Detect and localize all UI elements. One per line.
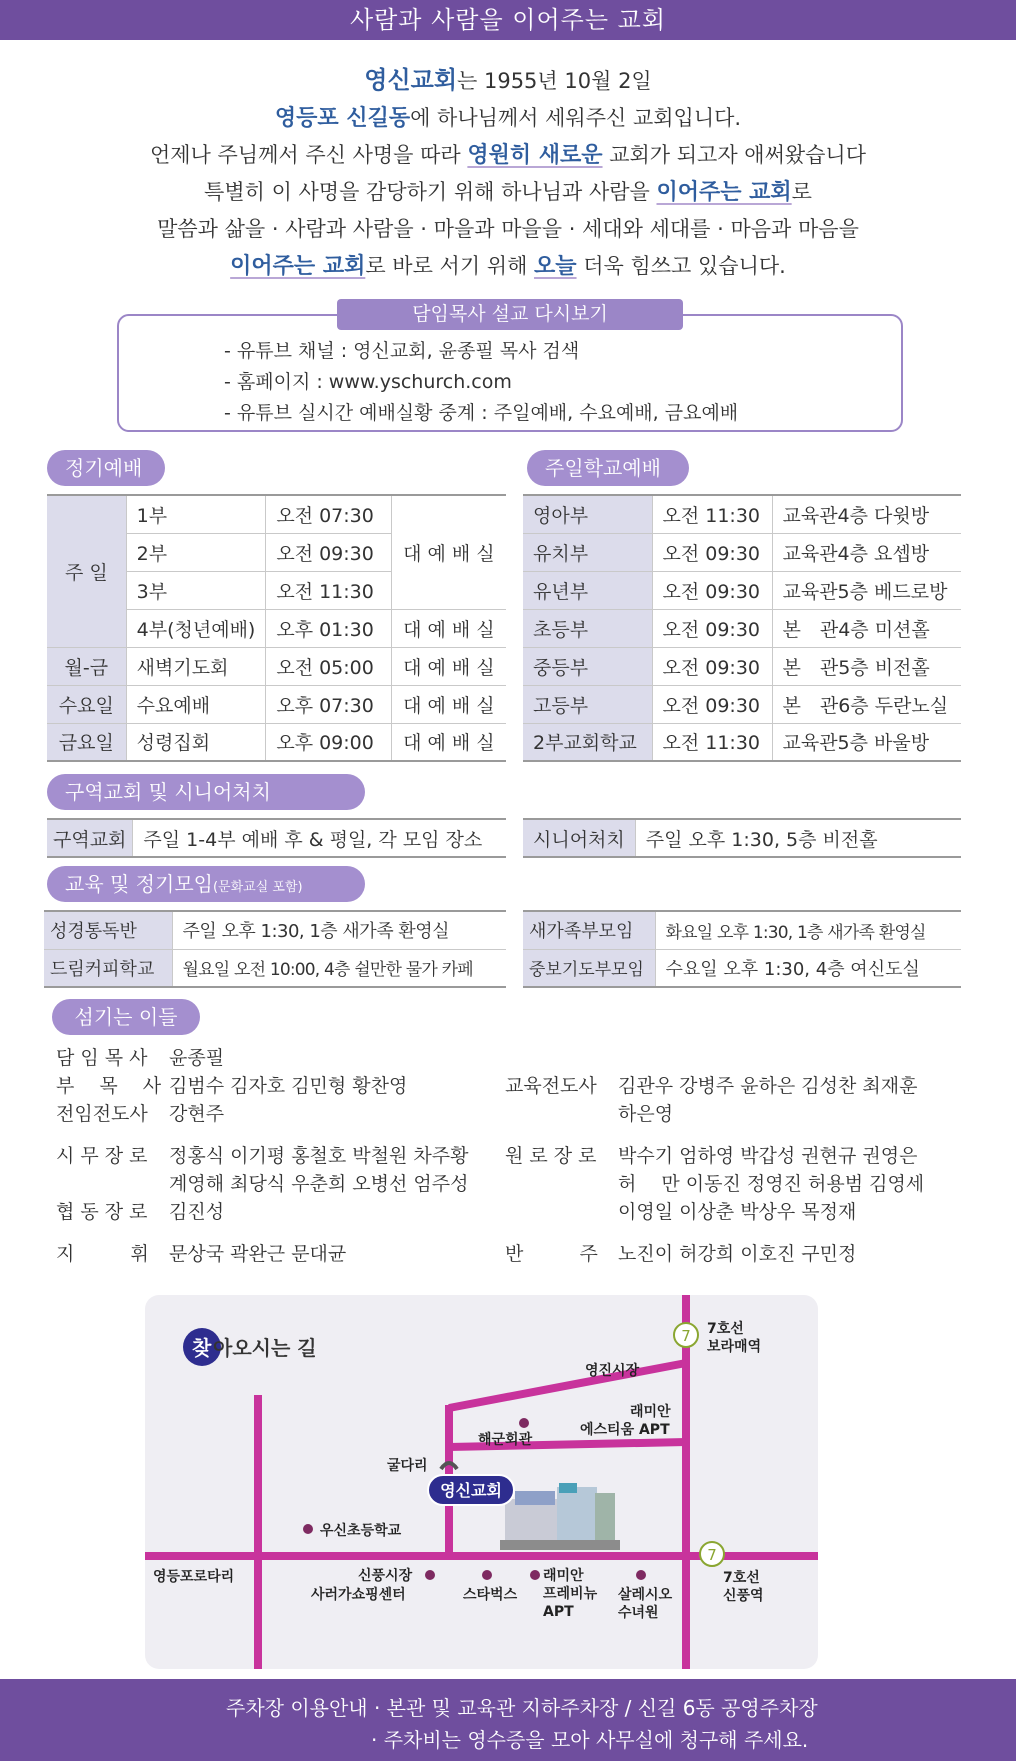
education-table-right bbox=[523, 910, 961, 988]
education-title bbox=[47, 866, 365, 902]
district-title: 구역교회 및 시니어처치 bbox=[47, 774, 365, 810]
parking-info bbox=[0, 1679, 1016, 1761]
education-label: 드림커피학교 bbox=[44, 949, 172, 987]
upper-road bbox=[449, 1363, 686, 1408]
staff-names: 김범수 김자호 김민형 황찬영 bbox=[169, 1075, 408, 1097]
intro-line-6d: 더욱 힘쓰고 있습니다. bbox=[576, 254, 786, 278]
service-place: 대 예 배 실 bbox=[391, 495, 506, 609]
dept-name: 고등부 bbox=[523, 685, 652, 723]
dept-place: 본 관4층 미션홀 bbox=[772, 609, 961, 647]
service-name: 새벽기도회 bbox=[126, 647, 266, 685]
education-value: 수요일 오후 1:30, 4층 여신도실 bbox=[655, 949, 961, 987]
staff-names: 김관우 강병주 윤하은 김성찬 최재훈 bbox=[618, 1075, 918, 1097]
top-banner: 사람과 사람을 이어주는 교회 bbox=[0, 0, 1016, 40]
staff-role: 반 주 bbox=[505, 1243, 598, 1265]
church-marker-label: 영신교회 bbox=[440, 1481, 502, 1500]
education-table-left bbox=[44, 910, 506, 988]
dept-name: 2부교회학교 bbox=[523, 723, 652, 761]
service-name: 4부(청년예배) bbox=[126, 609, 266, 647]
staff-role: 협 동 장 로 bbox=[56, 1201, 148, 1223]
sunday-label: 주 일 bbox=[47, 495, 126, 647]
intro-line-4a: 특별히 이 사명을 감당하기 위해 하나님과 사람을 bbox=[204, 180, 657, 204]
line7-label: 7 bbox=[707, 1546, 717, 1564]
staff-names: 김진성 bbox=[169, 1201, 225, 1223]
service-name: 3부 bbox=[126, 571, 266, 609]
staff-names: 윤종필 bbox=[169, 1047, 225, 1069]
church-building-icon bbox=[500, 1483, 620, 1550]
intro-line-5: 말씀과 삶을 · 사람과 사람을 · 마을과 마을을 · 세대와 세대를 · 마음과 마음을 bbox=[157, 217, 859, 241]
connecting-church-highlight-2: 이어주는 교회 bbox=[230, 254, 366, 279]
starbucks-label: 스타벅스 bbox=[463, 1587, 518, 1603]
raemian-estium-label-2: 에스티움 APT bbox=[580, 1422, 670, 1438]
service-name: 2부 bbox=[126, 533, 266, 571]
staff-names: 허 만 이동진 정영진 허용범 김영세 bbox=[618, 1173, 925, 1195]
intro-line-3a: 언제나 주님께서 주신 사명을 따라 bbox=[149, 143, 468, 167]
directions-map bbox=[145, 1295, 818, 1669]
youtube-channel-line: - 유튜브 채널 : 영신교회, 윤종필 목사 검색 bbox=[224, 340, 580, 362]
forever-new-highlight: 영원히 새로운 bbox=[467, 143, 603, 168]
dept-place: 교육관5층 베드로방 bbox=[772, 571, 961, 609]
raemian-prevenue-label-3: APT bbox=[543, 1604, 574, 1620]
location-highlight: 영등포 신길동 bbox=[274, 106, 411, 131]
salesio-label-1: 살레시오 bbox=[618, 1587, 673, 1603]
staff-names: 정홍식 이기평 홍철호 박철원 차주황 bbox=[169, 1145, 469, 1167]
service-place: 대 예 배 실 bbox=[391, 609, 506, 647]
sermon-info bbox=[224, 336, 738, 429]
live-stream-line: - 유튜브 실시간 예배실황 중계 : 주일예배, 수요예배, 금요예배 bbox=[224, 402, 739, 424]
regular-worship-title: 정기예배 bbox=[47, 450, 165, 486]
staff-role: 담 임 목 사 bbox=[56, 1047, 148, 1069]
salesio-pin bbox=[636, 1570, 646, 1580]
education-title-text: 교육 및 정기모임 bbox=[65, 872, 213, 896]
underpass-label: 굴다리 bbox=[387, 1458, 428, 1474]
parking-line-2: · 주차비는 영수증을 모아 사무실에 청구해 주세요. bbox=[371, 1728, 809, 1752]
district-label: 구역교회 bbox=[47, 819, 133, 857]
service-place: 대 예 배 실 bbox=[391, 647, 506, 685]
dept-time: 오전 09:30 bbox=[652, 647, 772, 685]
service-day: 수요일 bbox=[47, 685, 126, 723]
raemian-prevenue-label-1: 래미안 bbox=[543, 1568, 584, 1584]
woosin-school-label: 우신초등학교 bbox=[320, 1523, 402, 1539]
staff-names: 강현주 bbox=[169, 1103, 225, 1125]
staff-role: 원 로 장 로 bbox=[505, 1145, 597, 1167]
dept-time: 오전 09:30 bbox=[652, 609, 772, 647]
yeongdeungpo-rotary-label: 영등포로타리 bbox=[153, 1569, 235, 1585]
dept-place: 본 관5층 비전홀 bbox=[772, 647, 961, 685]
staff-role: 시 무 장 로 bbox=[56, 1145, 148, 1167]
education-title-note: (문화교실 포함) bbox=[212, 880, 303, 895]
connecting-church-highlight: 이어주는 교회 bbox=[656, 180, 792, 205]
staff-names: 이영일 이상춘 박상우 목정재 bbox=[618, 1201, 857, 1223]
staff-left bbox=[56, 1044, 468, 1268]
servants-title: 섬기는 이들 bbox=[52, 999, 200, 1035]
staff-names: 박수기 엄하영 박갑성 권현규 권영은 bbox=[618, 1145, 918, 1167]
intro-line-6b: 로 바로 서기 위해 bbox=[365, 254, 535, 278]
map-title-first: 찾 bbox=[192, 1336, 212, 1360]
intro-line-3c: 교회가 되고자 애써왔습니다 bbox=[602, 143, 867, 167]
dept-place: 본 관6층 두란노실 bbox=[772, 685, 961, 723]
church-marker bbox=[428, 1475, 514, 1505]
homepage-line[interactable]: - 홈페이지 : www.yschurch.com bbox=[224, 371, 512, 393]
service-name: 성령집회 bbox=[126, 723, 266, 761]
dept-time: 오전 11:30 bbox=[652, 495, 772, 533]
raemian-estium-label-1: 래미안 bbox=[630, 1404, 671, 1420]
dept-time: 오전 09:30 bbox=[652, 533, 772, 571]
yeongjin-market-label: 영진시장 bbox=[585, 1363, 640, 1379]
dept-place: 교육관4층 다윗방 bbox=[772, 495, 961, 533]
service-time: 오후 09:00 bbox=[266, 723, 391, 761]
education-label: 중보기도부모임 bbox=[523, 949, 655, 987]
dept-name: 영아부 bbox=[523, 495, 652, 533]
school-pin bbox=[303, 1524, 313, 1534]
sermon-title: 담임목사 설교 다시보기 bbox=[337, 299, 683, 330]
service-time: 오전 07:30 bbox=[266, 495, 391, 533]
intro-line-1: 는 1955년 10월 2일 bbox=[457, 69, 652, 93]
navy-pin bbox=[519, 1418, 529, 1428]
service-time: 오전 05:00 bbox=[266, 647, 391, 685]
district-table bbox=[47, 818, 506, 858]
dept-name: 유치부 bbox=[523, 533, 652, 571]
dept-name: 유년부 bbox=[523, 571, 652, 609]
service-time: 오전 09:30 bbox=[266, 533, 391, 571]
church-name-highlight: 영신교회 bbox=[364, 66, 458, 94]
regular-worship-table bbox=[47, 494, 506, 762]
today-highlight: 오늘 bbox=[534, 254, 577, 279]
line7-badge-bottom bbox=[700, 1542, 724, 1566]
dept-name: 초등부 bbox=[523, 609, 652, 647]
staff-names: 문상국 곽완근 문대균 bbox=[169, 1243, 347, 1265]
intro-line-2: 에 하나님께서 세워주신 교회입니다. bbox=[410, 106, 742, 130]
senior-table bbox=[523, 818, 961, 858]
apt2-pin bbox=[530, 1570, 540, 1580]
staff-role: 지 휘 bbox=[56, 1243, 149, 1265]
dept-name: 중등부 bbox=[523, 647, 652, 685]
staff-names: 하은영 bbox=[618, 1103, 674, 1125]
sarega-shopping-label: 사러가쇼핑센터 bbox=[311, 1587, 406, 1603]
staff-role: 부 목 사 bbox=[56, 1075, 162, 1097]
station-sinpung-line: 7호선 bbox=[723, 1570, 760, 1586]
district-value: 주일 1-4부 예배 후 & 평일, 각 모임 장소 bbox=[133, 819, 506, 857]
station-boramae-line: 7호선 bbox=[707, 1321, 744, 1337]
sunday-school-title: 주일학교예배 bbox=[527, 450, 689, 486]
education-value: 화요일 오후 1:30, 1층 새가족 환영실 bbox=[655, 911, 961, 949]
station-boramae: 보라매역 bbox=[707, 1339, 762, 1355]
service-name: 수요예배 bbox=[126, 685, 266, 723]
dept-place: 교육관5층 바울방 bbox=[772, 723, 961, 761]
service-day: 금요일 bbox=[47, 723, 126, 761]
service-place: 대 예 배 실 bbox=[391, 685, 506, 723]
senior-label: 시니어처치 bbox=[523, 819, 635, 857]
intro-text bbox=[0, 62, 1016, 285]
staff-role: 전임전도사 bbox=[56, 1103, 148, 1125]
dept-time: 오전 11:30 bbox=[652, 723, 772, 761]
raemian-prevenue-label-2: 프레비뉴 bbox=[543, 1586, 598, 1602]
service-place: 대 예 배 실 bbox=[391, 723, 506, 761]
education-label: 새가족부모임 bbox=[523, 911, 655, 949]
starbucks-pin bbox=[482, 1570, 492, 1580]
dept-time: 오전 09:30 bbox=[652, 571, 772, 609]
parking-line-1: 주차장 이용안내 · 본관 및 교육관 지하주차장 / 신길 6동 공영주차장 bbox=[226, 1696, 818, 1720]
senior-value: 주일 오후 1:30, 5층 비전홀 bbox=[635, 819, 961, 857]
education-value: 월요일 오전 10:00, 4층 쉴만한 물가 카페 bbox=[172, 949, 506, 987]
station-sinpung: 신풍역 bbox=[723, 1588, 764, 1604]
service-time: 오후 01:30 bbox=[266, 609, 391, 647]
line7-badge-top bbox=[674, 1323, 698, 1347]
salesio-label-2: 수녀원 bbox=[618, 1605, 659, 1621]
dept-place: 교육관4층 요셉방 bbox=[772, 533, 961, 571]
staff-role: 교육전도사 bbox=[505, 1075, 597, 1097]
sinpung-market-label: 신풍시장 bbox=[358, 1568, 413, 1584]
service-time: 오전 11:30 bbox=[266, 571, 391, 609]
intro-line-4c: 로 bbox=[791, 180, 812, 204]
sinpung-pin bbox=[425, 1570, 435, 1580]
sunday-school-table bbox=[523, 494, 961, 762]
service-day: 월-금 bbox=[47, 647, 126, 685]
map-title-rest: 아오시는 길 bbox=[213, 1336, 317, 1360]
staff-names: 계영해 최당식 우춘희 오병선 엄주성 bbox=[169, 1173, 469, 1195]
education-label: 성경통독반 bbox=[44, 911, 172, 949]
staff-names: 노진이 허강희 이호진 구민정 bbox=[618, 1243, 857, 1265]
dept-time: 오전 09:30 bbox=[652, 685, 772, 723]
service-name: 1부 bbox=[126, 495, 266, 533]
navy-hall-label: 해군회관 bbox=[478, 1432, 533, 1448]
line7-label: 7 bbox=[681, 1327, 691, 1345]
education-value: 주일 오후 1:30, 1층 새가족 환영실 bbox=[172, 911, 506, 949]
staff-right bbox=[505, 1072, 924, 1268]
service-time: 오후 07:30 bbox=[266, 685, 391, 723]
